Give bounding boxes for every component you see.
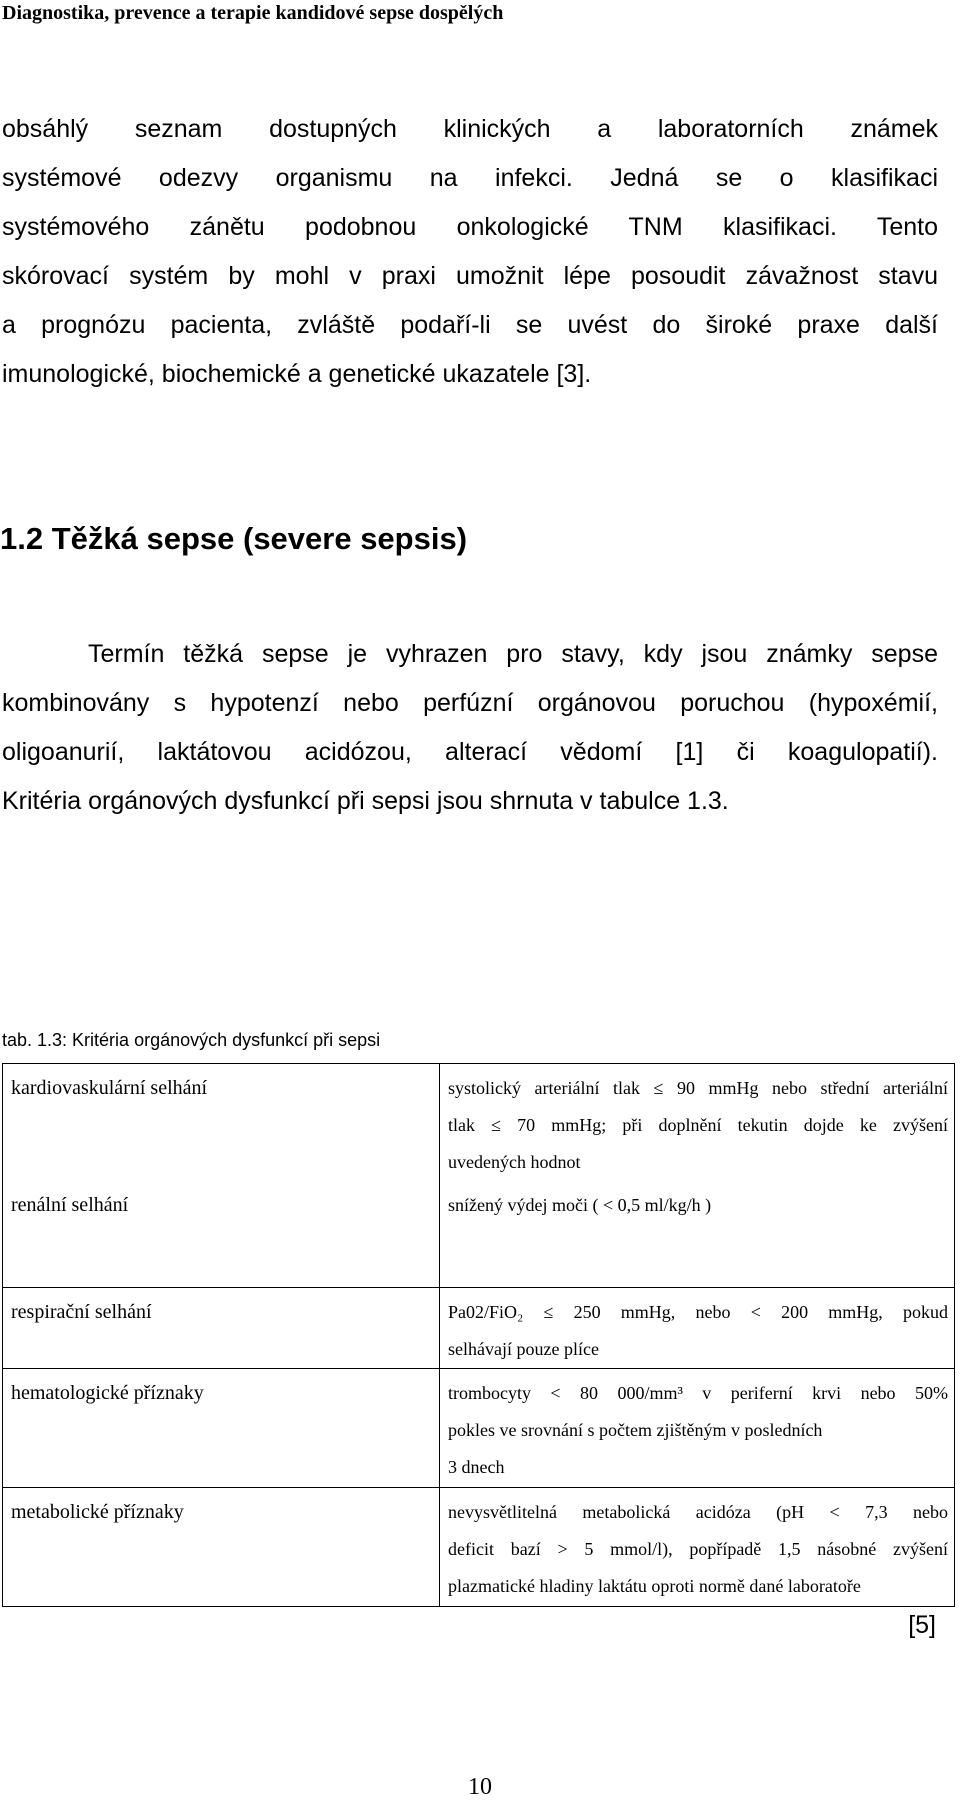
table-row (3, 1064, 955, 1182)
intro-line: systémové odezvy organismu na infekci. Jedná se o klasifikaci (2, 164, 938, 192)
section-line: oligoanurií, laktátovou acidózou, alterací vědomí [1] či koagulopatií). (2, 738, 938, 766)
table-row (3, 1287, 955, 1368)
table-citation: [5] (908, 1611, 936, 1639)
row-value (440, 1368, 955, 1487)
value-line: trombocyty < 80 000/mm³ v periferní krvi nebo 50% (448, 1382, 948, 1403)
intro-line: obsáhlý seznam dostupných klinických a laboratorních známek (2, 115, 938, 143)
section-heading: 1.2 Těžká sepse (severe sepsis) (0, 521, 468, 556)
intro-line: skórovací systém by mohl v praxi umožnit lépe posoudit závažnost stavu (2, 262, 938, 290)
value-line: systolický arteriální tlak ≤ 90 mmHg nebo střední arteriální (448, 1078, 948, 1098)
section-line: Termín těžká sepse je vyhrazen pro stavy, kdy jsou známky sepse (88, 640, 938, 668)
value-line: plazmatické hladiny laktátu oproti normě dané laboratoře (448, 1575, 861, 1596)
value-line: pokles ve srovnání s počtem zjištěným v posledních (448, 1419, 823, 1440)
row-label: renální selhání (3, 1181, 440, 1287)
row-label: hematologické příznaky (3, 1368, 440, 1487)
section-line: kombinovány s hypotenzí nebo perfúzní orgánovou poruchou (hypoxémií, (2, 689, 938, 717)
table-row (3, 1181, 955, 1287)
table-caption: tab. 1.3: Kritéria orgánových dysfunkcí při sepsi (2, 1030, 381, 1050)
value-line: uvedených hodnot (448, 1152, 581, 1172)
section-paragraph (2, 630, 938, 826)
row-value (440, 1064, 955, 1182)
row-value (440, 1287, 955, 1368)
section-line: Kritéria orgánových dysfunkcí při sepsi jsou shrnuta v tabulce 1.3. (2, 787, 729, 815)
value-line: Pa02/FiO₂ ≤ 250 mmHg, nebo < 200 mmHg, pokud (448, 1301, 948, 1322)
value-line: nevysvětlitelná metabolická acidóza (pH < 7,3 nebo (448, 1501, 948, 1522)
value-line: tlak ≤ 70 mmHg; při doplnění tekutin dojde ke zvýšení (448, 1115, 948, 1135)
row-label: metabolické příznaky (3, 1487, 440, 1606)
organ-dysfunction-table (2, 1063, 955, 1607)
intro-line: systémového zánětu podobnou onkologické TNM klasifikaci. Tento (2, 213, 938, 241)
intro-paragraph (2, 105, 938, 399)
value-line: deficit bazí > 5 mmol/l), popřípadě 1,5 násobné zvýšení (448, 1538, 948, 1559)
row-value (440, 1181, 955, 1287)
intro-line: a prognózu pacienta, zvláště podaří-li se uvést do široké praxe další (2, 311, 938, 339)
row-value (440, 1487, 955, 1606)
row-label: respirační selhání (3, 1287, 440, 1368)
value-line: 3 dnech (448, 1456, 505, 1477)
table-row (3, 1487, 955, 1606)
row-label: kardiovaskulární selhání (3, 1064, 440, 1182)
page-number: 10 (468, 1774, 492, 1800)
running-header: Diagnostika, prevence a terapie kandidové sepse dospělých (2, 2, 504, 24)
value-line: selhávají pouze plíce (448, 1338, 599, 1359)
table-row (3, 1368, 955, 1487)
intro-line: imunologické, biochemické a genetické ukazatele [3]. (2, 360, 592, 388)
value-line: snížený výdej moči ( < 0,5 ml/kg/h ) (448, 1195, 712, 1215)
